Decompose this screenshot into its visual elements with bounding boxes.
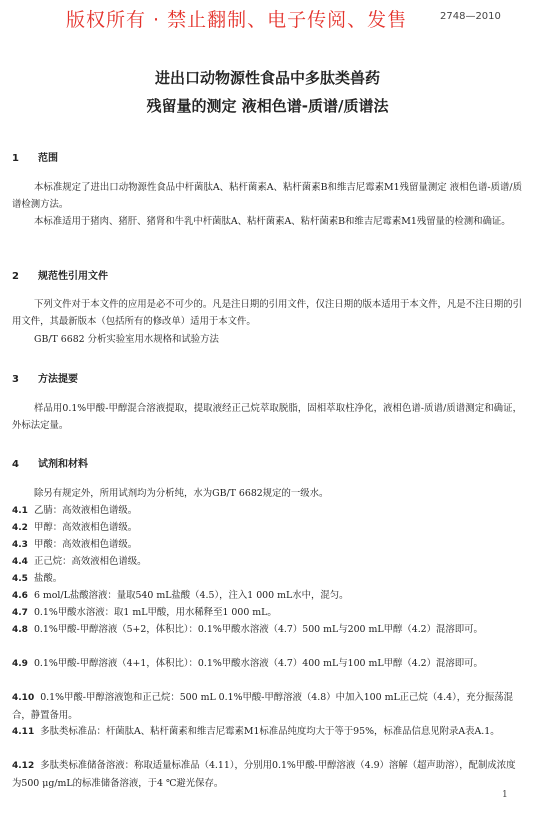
item-text: 盐酸。 [33,573,63,584]
section-number: 4 [12,459,19,470]
paragraph-scope-2: 本标准适用于猪肉、猪肝、猪肾和牛乳中杆菌肽A、粘杆菌素A、粘杆菌素B和维吉尼霉素M1残留量的检测和确证。 [34,216,511,227]
item-number: 4.8 [12,625,28,635]
item-number: 4.3 [12,540,28,550]
section-title: 规范性引用文件 [38,271,108,282]
list-item [12,723,522,741]
list-item [12,604,522,622]
item-number: 4.10 [12,693,35,703]
list-item [12,757,522,792]
item-number: 4.6 [12,591,28,601]
paragraph-references-2: GB/T 6682 分析实验室用水规格和试验方法 [34,334,219,345]
item-text: 甲醇：高效液相色谱级。 [33,522,138,533]
item-number: 4.12 [12,761,35,771]
paragraph-principle: 样品用0.1%甲酸-甲醇混合溶液提取，提取液经正己烷萃取脱脂，固相萃取柱净化，液相色谱-质谱/质谱测定和确证，外标法定量。 [12,403,522,431]
page-number: 1 [502,790,508,800]
paragraph-references-1: 下列文件对于本文件的应用是必不可少的。凡是注日期的引用文件，仅注日期的版本适用于本文件，凡是不注日期的引用文件，其最新版本（包括所有的修改单）适用于本文件。 [12,299,522,327]
list-item [12,502,522,520]
list-item [12,519,522,537]
list-item [12,553,522,571]
section-heading-references [12,267,108,282]
item-text: 多肽类标准品：杆菌肽A、粘杆菌素和维吉尼霉素M1标准品纯度均大于等于95%，标准品信息见附录A表A.1。 [40,726,500,737]
list-item [12,587,522,605]
item-number: 4.1 [12,506,28,516]
item-text: 0.1%甲酸-甲醇溶液饱和正己烷：500 mL 0.1%甲酸-甲醇溶液（4.8）中加入100 mL正己烷（4.4），充分振荡混合，静置备用。 [12,692,514,721]
list-item [12,536,522,554]
item-text: 正己烷：高效液相色谱级。 [33,556,147,567]
paragraph-reagents-intro: 除另有规定外，所用试剂均为分析纯，水为GB/T 6682规定的一级水。 [34,488,329,499]
item-number: 4.2 [12,523,28,533]
item-text: 0.1%甲酸-甲醇溶液（5+2，体积比）：0.1%甲酸水溶液（4.7）500 mL与200 mL甲醇（4.2）混溶即可。 [33,624,483,635]
list-item [12,621,522,639]
item-text: 乙腈：高效液相色谱级。 [33,505,138,516]
item-number: 4.11 [12,727,35,737]
standard-number: 2748—2010 [440,11,501,22]
section-title: 范围 [38,153,58,164]
item-text: 0.1%甲酸-甲醇溶液（4+1，体积比）：0.1%甲酸水溶液（4.7）400 mL与100 mL甲醇（4.2）混溶即可。 [33,658,483,669]
section-number: 1 [12,153,19,164]
section-title: 试剂和材料 [38,459,88,470]
section-heading-reagents [12,455,88,470]
section-number: 3 [12,374,19,385]
list-item [12,655,522,673]
item-number: 4.7 [12,608,28,618]
section-heading-scope [12,149,58,164]
item-text: 0.1%甲酸水溶液：取1 mL甲酸，用水稀释至1 000 mL。 [33,607,277,618]
document-title-line2: 残留量的测定 液相色谱-质谱/质谱法 [146,97,389,115]
list-item [12,570,522,588]
item-text: 多肽类标准储备溶液：称取适量标准品（4.11），分别用0.1%甲酸-甲醇溶液（4.9）溶解（超声助溶），配制成浓度为500 μg/mL的标准储备溶液，于4 ℃避光保存。 [12,760,516,789]
paragraph-scope-1: 本标准规定了进出口动物源性食品中杆菌肽A、粘杆菌素A、粘杆菌素B和维吉尼霉素M1残留量测定 液相色谱-质谱/质谱检测方法。 [12,182,522,210]
document-title-line1: 进出口动物源性食品中多肽类兽药 [154,69,380,87]
section-number: 2 [12,271,19,282]
watermark-banner: 版权所有 · 禁止翻制、电子传阅、发售 [66,9,408,31]
list-item [12,689,522,724]
section-title: 方法提要 [38,374,78,385]
item-number: 4.9 [12,659,28,669]
item-text: 甲酸：高效液相色谱级。 [33,539,138,550]
section-heading-principle [12,370,78,385]
item-number: 4.5 [12,574,28,584]
item-number: 4.4 [12,557,28,567]
item-text: 6 mol/L盐酸溶液：量取540 mL盐酸（4.5），注入1 000 mL水中，混匀。 [33,590,349,601]
